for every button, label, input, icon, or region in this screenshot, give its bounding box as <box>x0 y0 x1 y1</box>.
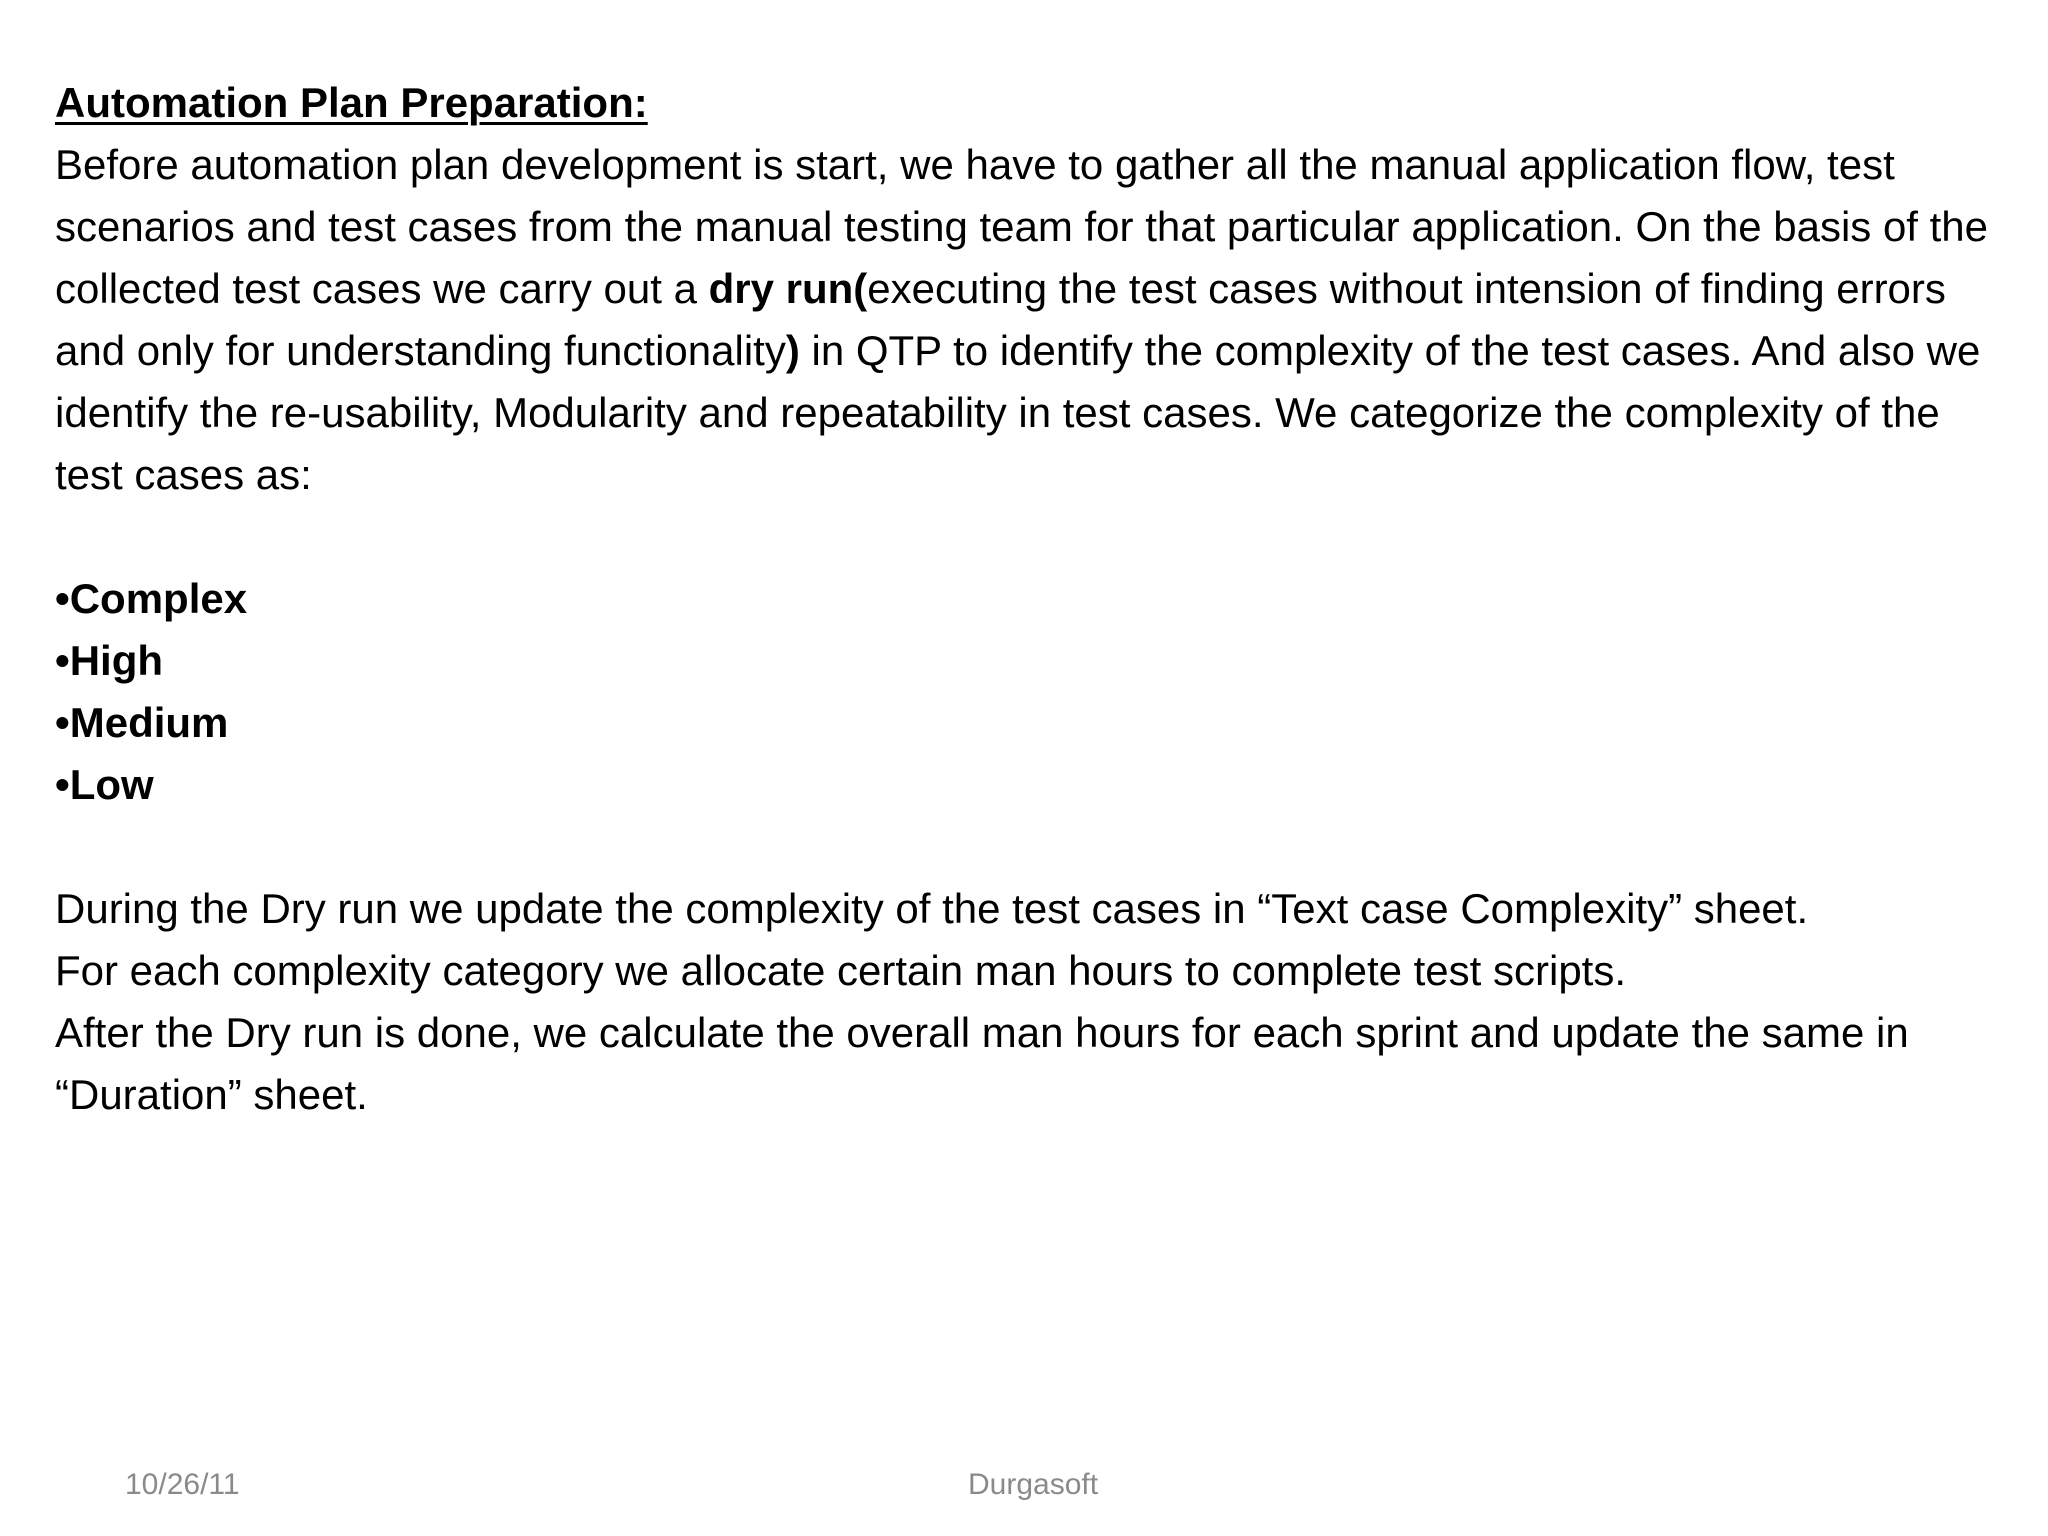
closing-paragraph-2: For each complexity category we allocate certain man hours to complete test scripts. <box>55 947 1627 994</box>
bullet-icon: • <box>55 637 70 684</box>
footer-company: Durgasoft <box>968 1468 1099 1501</box>
complexity-label: Low <box>69 761 154 808</box>
intro-text-1: Before automation plan development is start, we have to gather all the manual application flow, test scenarios and test cases from the manual testing team for that particular application. On the basis of the collected test cases we carry out a <box>55 141 1989 312</box>
complexity-list <box>55 568 2015 816</box>
intro-text-2: executing the test cases without intension of finding errors and only for understanding functionality <box>55 265 1946 374</box>
list-item-high <box>55 630 2015 692</box>
list-item-complex <box>55 568 2015 630</box>
closing-paragraph-3: After the Dry run is done, we calculate the overall man hours for each sprint and update the same in “Duration” sheet. <box>55 1009 1909 1118</box>
slide-title: Automation Plan Preparation: <box>55 79 648 126</box>
intro-paragraph <box>55 134 2015 506</box>
bullet-icon: • <box>55 575 70 622</box>
bullet-icon: • <box>55 761 70 808</box>
intro-text-3: in QTP to identify the complexity of the test cases. And also we identify the re-usability, Modularity and repeatability in test cases. We categorize the complexity of the test cases as: <box>55 327 1981 498</box>
spacer <box>55 506 2015 568</box>
closing-paragraph-1: During the Dry run we update the complexity of the test cases in “Text case Complexity” sheet. <box>55 885 1809 932</box>
complexity-label: Complex <box>69 575 248 622</box>
dry-run-term: dry run( <box>708 265 868 312</box>
bullet-icon: • <box>55 699 70 746</box>
spacer <box>55 816 2015 878</box>
complexity-label: Medium <box>69 699 229 746</box>
slide-content <box>55 72 2015 1126</box>
closing-paren: ) <box>785 327 800 374</box>
list-item-low <box>55 754 2015 816</box>
footer-date: 10/26/11 <box>125 1468 240 1501</box>
complexity-label: High <box>69 637 164 684</box>
list-item-medium <box>55 692 2015 754</box>
